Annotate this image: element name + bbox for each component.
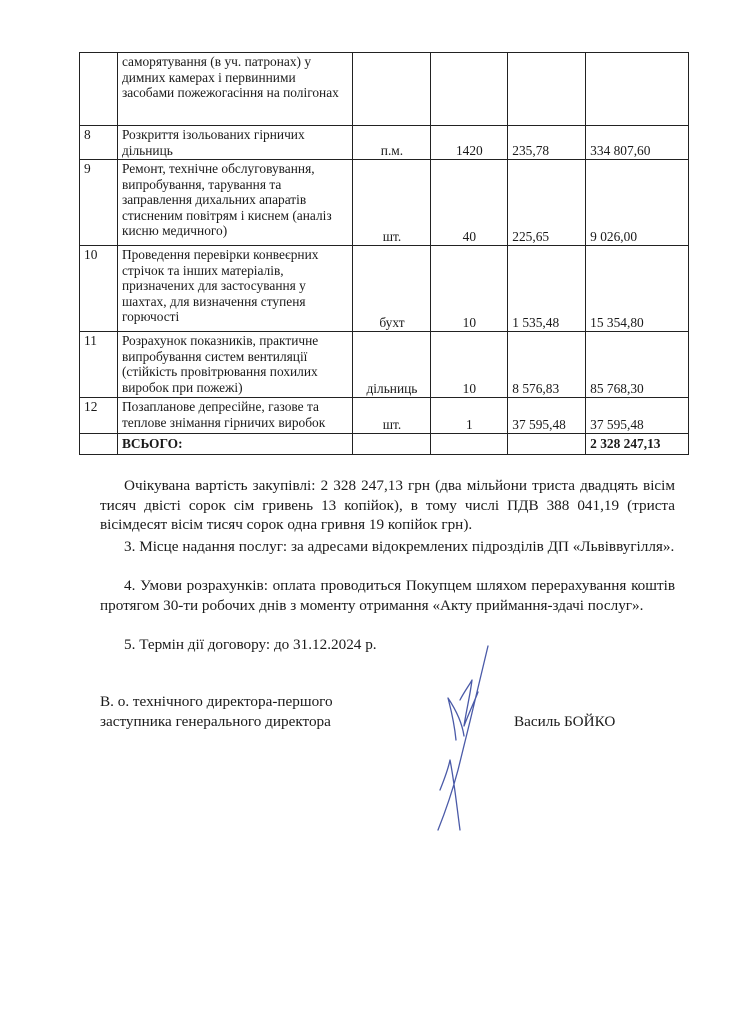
- row-unit: бухт: [353, 246, 431, 332]
- row-sum: 85 768,30: [586, 332, 689, 398]
- row-number: [80, 53, 118, 126]
- row-sum: [586, 53, 689, 126]
- payment-terms-text: 4. Умови розрахунків: оплата проводиться Покупцем шляхом перерахування коштів протягом 30-ти робочих днів з моменту отримання «Акту приймання-здачі послуг».: [100, 577, 675, 614]
- table-row: [80, 126, 689, 160]
- total-qty-cell: [431, 434, 508, 455]
- row-unit: п.м.: [353, 126, 431, 160]
- row-number: 11: [80, 332, 118, 398]
- row-description: Позапланове депресійне, газове та теплове знімання гірничих виробок: [117, 398, 353, 434]
- row-quantity: 10: [431, 246, 508, 332]
- row-number: 10: [80, 246, 118, 332]
- expected-cost-paragraph: [100, 476, 675, 535]
- row-unit: шт.: [353, 160, 431, 246]
- service-place-paragraph: [100, 537, 675, 557]
- handwritten-signature: [420, 640, 510, 840]
- signatory-name: Василь БОЙКО: [514, 713, 616, 730]
- row-price: 37 595,48: [508, 398, 586, 434]
- row-quantity: 40: [431, 160, 508, 246]
- row-number: 9: [80, 160, 118, 246]
- services-table: [79, 52, 689, 455]
- contract-term-paragraph: [100, 635, 675, 655]
- row-unit: [353, 53, 431, 126]
- row-price: 1 535,48: [508, 246, 586, 332]
- total-price-cell: [508, 434, 586, 455]
- services-table-body: [80, 53, 689, 455]
- row-quantity: 1: [431, 398, 508, 434]
- signatory-position: [100, 692, 333, 732]
- row-sum: 9 026,00: [586, 160, 689, 246]
- table-row: [80, 398, 689, 434]
- row-quantity: 10: [431, 332, 508, 398]
- row-description: Проведення перевірки конвеєрних стрічок та інших матеріалів, призначених для застосування у шахтах, для визначення ступеня горючості: [117, 246, 353, 332]
- payment-terms-paragraph: [100, 576, 675, 615]
- row-description: Розкриття ізольованих гірничих дільниць: [117, 126, 353, 160]
- total-sum: 2 328 247,13: [586, 434, 689, 455]
- row-number: 12: [80, 398, 118, 434]
- row-description: саморятування (в уч. патронах) у димних камерах і первинними засобами пожежогасіння на полігонах: [117, 53, 353, 126]
- row-price: 235,78: [508, 126, 586, 160]
- service-place-text: 3. Місце надання послуг: за адресами відокремлених підрозділів ДП «Львіввугілля».: [124, 538, 675, 555]
- table-row: [80, 53, 689, 126]
- position-line-2: заступника генерального директора: [100, 713, 331, 730]
- row-unit: шт.: [353, 398, 431, 434]
- position-line-1: В. о. технічного директора-першого: [100, 693, 333, 710]
- table-row: [80, 332, 689, 398]
- row-sum: 37 595,48: [586, 398, 689, 434]
- row-quantity: [431, 53, 508, 126]
- total-row: [80, 434, 689, 455]
- row-price: 225,65: [508, 160, 586, 246]
- total-num-cell: [80, 434, 118, 455]
- row-price: 8 576,83: [508, 332, 586, 398]
- total-unit-cell: [353, 434, 431, 455]
- total-label: ВСЬОГО:: [117, 434, 353, 455]
- row-description: Розрахунок показників, практичне випробування систем вентиляції (стійкість провітрювання похилих виробок при пожежі): [117, 332, 353, 398]
- row-description: Ремонт, технічне обслуговування, випробування, тарування та заправлення дихальних апаратів стисненим повітрям і киснем (аналіз кисню медичного): [117, 160, 353, 246]
- row-sum: 334 807,60: [586, 126, 689, 160]
- row-quantity: 1420: [431, 126, 508, 160]
- expected-cost-text: Очікувана вартість закупівлі: 2 328 247,13 грн (два мільйони триста двадцять вісім тисяч двісті сорок сім гривень 13 копійок), в тому числі ПДВ 388 041,19 (триста вісімдесят вісім тисяч сорок одна гривня 19 копійок грн).: [100, 477, 675, 533]
- row-price: [508, 53, 586, 126]
- table-row: [80, 246, 689, 332]
- row-number: 8: [80, 126, 118, 160]
- table-row: [80, 160, 689, 246]
- row-unit: дільниць: [353, 332, 431, 398]
- contract-term-text: 5. Термін дії договору: до 31.12.2024 р.: [124, 636, 377, 653]
- row-sum: 15 354,80: [586, 246, 689, 332]
